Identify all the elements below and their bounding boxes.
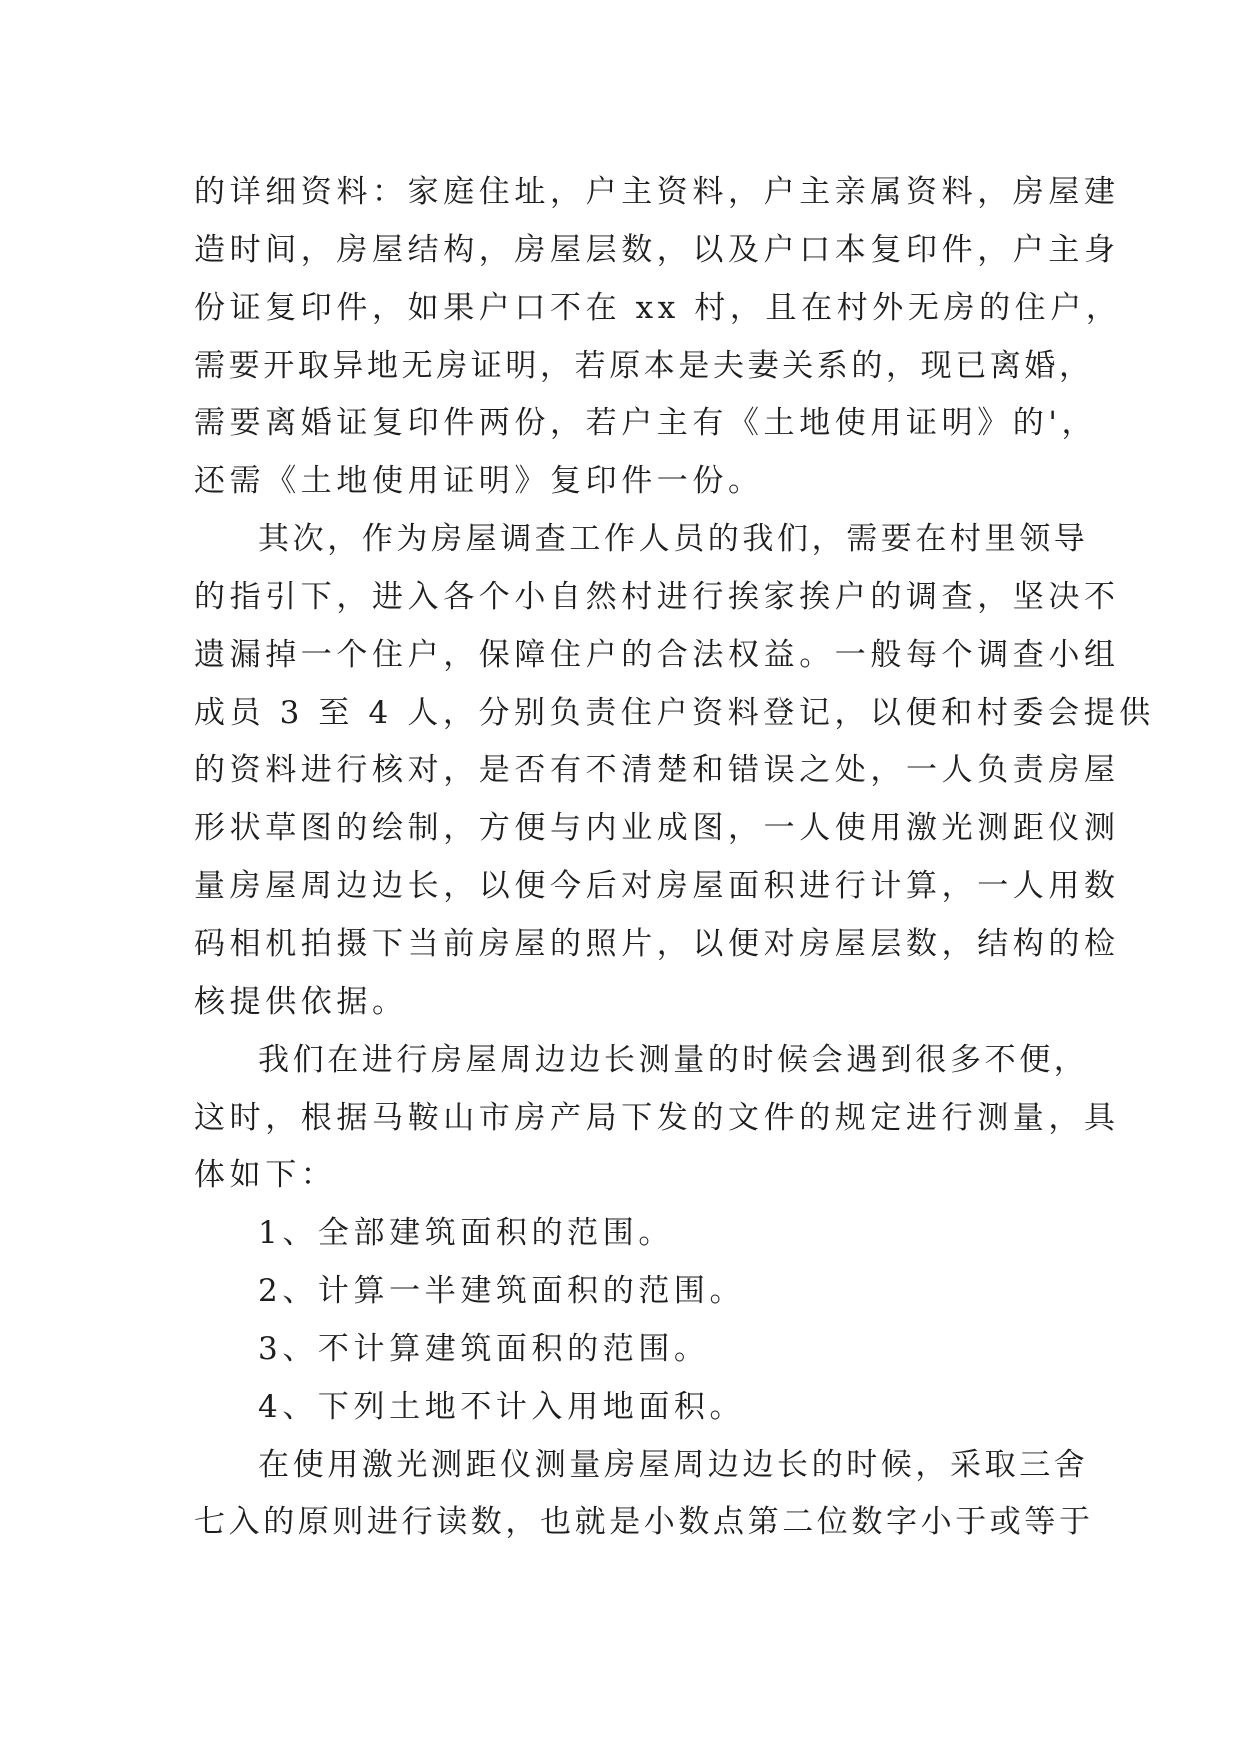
list-item: 3、不计算建筑面积的范围。 — [258, 1330, 710, 1367]
text-line: 需要开取异地无房证明，若原本是夫妻关系的，现已离婚， — [194, 347, 1094, 384]
text-line: 遗漏掉一个住户，保障住户的合法权益。一般每个调查小组 — [194, 636, 1120, 673]
text-line: 需要离婚证复印件两份，若户主有《土地使用证明》的'， — [194, 405, 1098, 442]
text-line: 还需《土地使用证明》复印件一份。 — [194, 463, 764, 500]
text-line: 核提供依据。 — [194, 983, 408, 1020]
text-line: 其次，作为房屋调查工作人员的我们，需要在村里领导 — [258, 521, 1089, 558]
text-line: 码相机拍摄下当前房屋的照片，以便对房屋层数，结构的检 — [194, 925, 1120, 962]
text-line: 的资料进行核对，是否有不清楚和错误之处，一人负责房屋 — [194, 752, 1120, 789]
text-line: 七入的原则进行读数，也就是小数点第二位数字小于或等于 — [194, 1504, 1094, 1541]
list-item: 2、计算一半建筑面积的范围。 — [258, 1273, 746, 1310]
text-line: 形状草图的绘制，方便与内业成图，一人使用激光测距仪测 — [194, 810, 1120, 847]
list-item: 1、全部建筑面积的范围。 — [258, 1215, 674, 1252]
text-line: 份证复印件，如果户口不在 xx 村，且在村外无房的住户， — [194, 289, 1122, 326]
text-line: 这时，根据马鞍山市房产局下发的文件的规定进行测量，具 — [194, 1099, 1120, 1136]
document-body — [194, 164, 1155, 1552]
text-line: 量房屋周边边长，以便今后对房屋面积进行计算，一人用数 — [194, 868, 1120, 905]
text-line: 成员 3 至 4 人，分别负责住户资料登记，以便和村委会提供 — [194, 694, 1155, 731]
text-line: 我们在进行房屋周边边长测量的时候会遇到很多不便， — [258, 1041, 1089, 1078]
text-line: 体如下： — [194, 1157, 337, 1194]
text-line: 的指引下，进入各个小自然村进行挨家挨户的调查，坚决不 — [194, 578, 1120, 615]
text-line: 造时间，房屋结构，房屋层数，以及户口本复印件，户主身 — [194, 231, 1120, 268]
text-line: 的详细资料：家庭住址，户主资料，户主亲属资料，房屋建 — [194, 174, 1120, 210]
list-item: 4、下列土地不计入用地面积。 — [258, 1388, 746, 1425]
text-line: 在使用激光测距仪测量房屋周边边长的时候，采取三舍 — [258, 1446, 1089, 1483]
